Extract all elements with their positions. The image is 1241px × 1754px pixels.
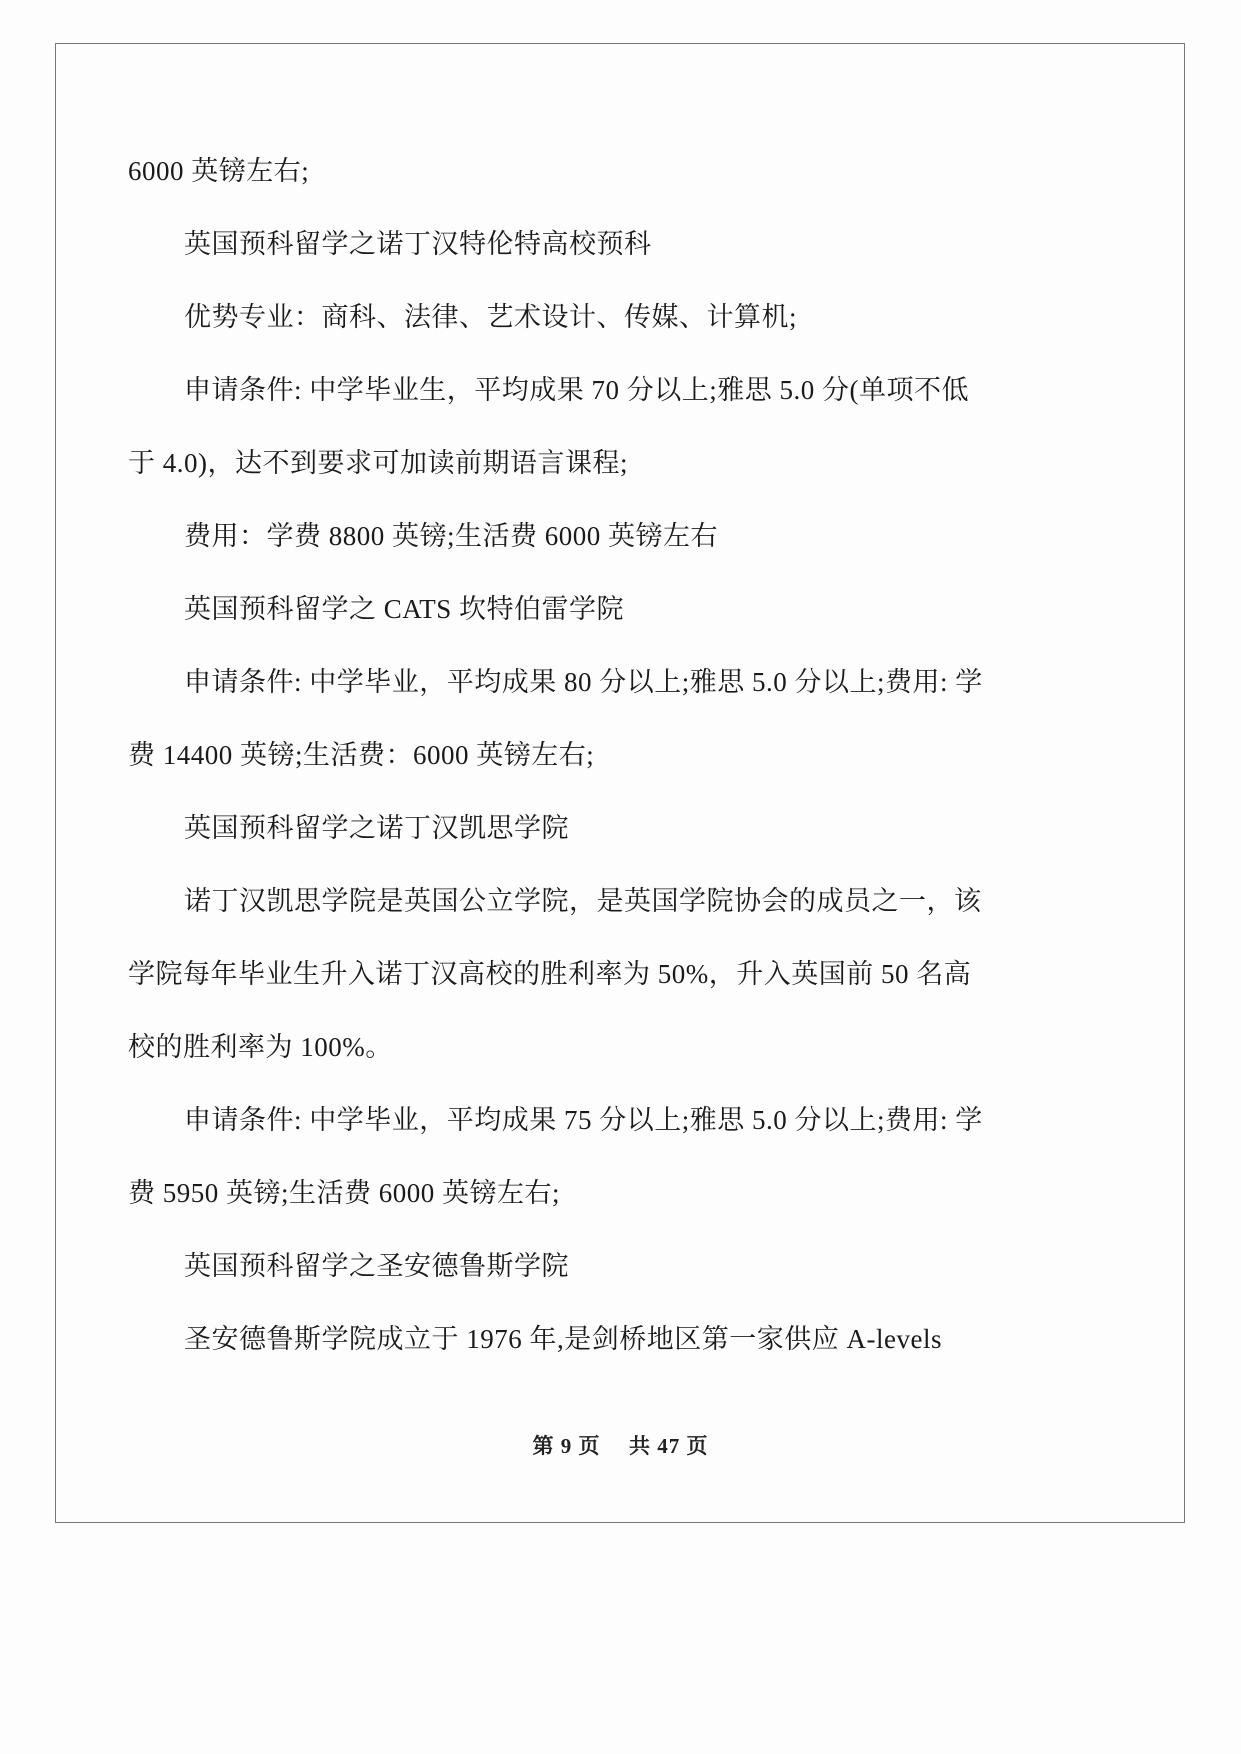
paragraph: 英国预科留学之诺丁汉凯思学院 — [184, 813, 569, 843]
document-body — [128, 135, 988, 1376]
footer-total-pages: 47 — [657, 1434, 681, 1458]
paragraph: 申请条件: 中学毕业，平均成果 80 分以上;雅思 5.0 分以上;费用: 学费 14400 英镑;生活费：6000 英镑左右; — [128, 667, 983, 770]
paragraph: 英国预科留学之 CATS 坎特伯雷学院 — [184, 594, 625, 624]
paragraph: 费用：学费 8800 英镑;生活费 6000 英镑左右 — [184, 521, 719, 551]
footer-total-prefix: 共 — [629, 1434, 651, 1458]
footer-page-prefix: 第 — [532, 1434, 555, 1458]
paragraph: 圣安德鲁斯学院成立于 1976 年,是剑桥地区第一家供应 A-levels — [184, 1324, 942, 1354]
page-footer — [0, 1430, 1241, 1460]
paragraph: 英国预科留学之圣安德鲁斯学院 — [184, 1251, 569, 1281]
paragraph: 优势专业：商科、法律、艺术设计、传媒、计算机; — [184, 302, 798, 332]
paragraph: 6000 英镑左右; — [128, 156, 310, 186]
paragraph: 申请条件: 中学毕业生，平均成果 70 分以上;雅思 5.0 分(单项不低于 4.0)，达不到要求可加读前期语言课程; — [128, 375, 969, 478]
footer-current-page: 9 — [560, 1434, 573, 1458]
paragraph: 诺丁汉凯思学院是英国公立学院，是英国学院协会的成员之一，该学院每年毕业生升入诺丁汉高校的胜利率为 50%，升入英国前 50 名高校的胜利率为 100%。 — [128, 886, 982, 1062]
footer-page-suffix: 页 — [578, 1434, 601, 1458]
paragraph: 申请条件: 中学毕业，平均成果 75 分以上;雅思 5.0 分以上;费用: 学费 5950 英镑;生活费 6000 英镑左右; — [128, 1105, 983, 1208]
footer-total-suffix: 页 — [686, 1434, 709, 1458]
paragraph: 英国预科留学之诺丁汉特伦特高校预科 — [184, 229, 652, 259]
